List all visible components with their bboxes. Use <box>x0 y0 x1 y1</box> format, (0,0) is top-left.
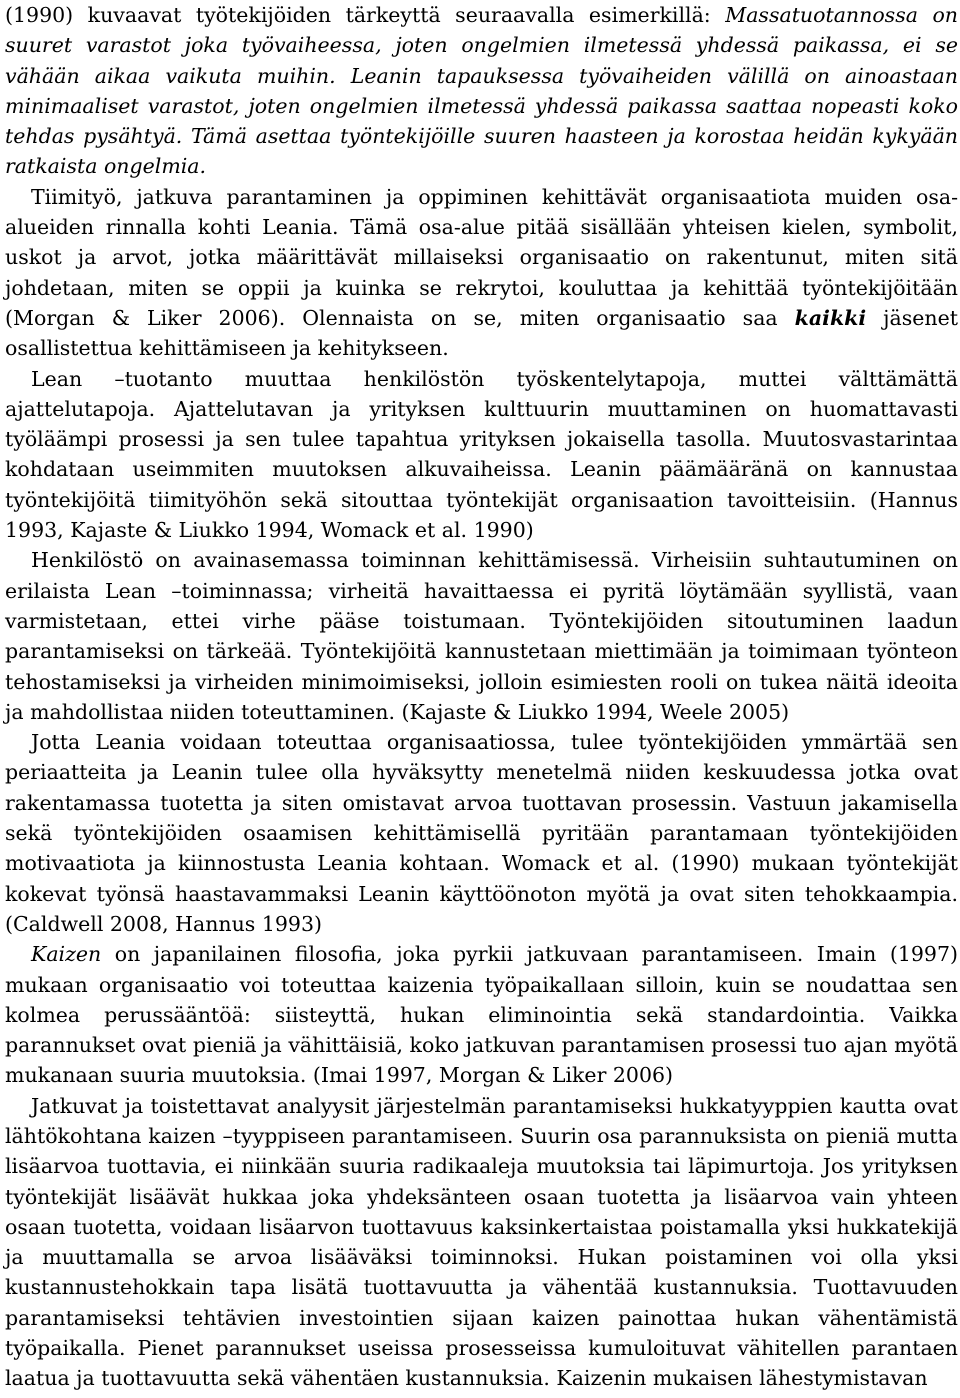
paragraph-2-text-b: jäsenet osallistettua kehittämiseen ja kehitykseen. <box>5 305 958 361</box>
paragraph-6-term: Kaizen <box>31 942 102 967</box>
paragraph-2 <box>5 182 958 364</box>
paragraph-2-text-a: Tiimityö, jatkuva parantaminen ja oppiminen kehittävät organisaatiota muiden osa-alueiden rinnalla kohti Leania. Tämä osa-alue pitää sisällään yhteisen kielen, symbolit, uskot ja arvot, jotka määrittävät millaiseksi organisaatio on rakentunut, miten sitä johdetaan, miten se oppii ja kuinka se rekrytoi, kouluttaa ja kehittää työntekijöitään (Morgan & Liker 2006). Olennaista on se, miten organisaatio saa <box>5 184 958 330</box>
paragraph-3 <box>5 364 958 546</box>
paragraph-7 <box>5 1091 958 1394</box>
paragraph-6 <box>5 939 958 1090</box>
paragraph-4-text: Henkilöstö on avainasemassa toiminnan kehittämisessä. Virheisiin suhtautuminen on erilaista Lean –toiminnassa; virheitä havaittaessa ei pyritä löytämään syyllistä, vaan varmistetaan, ettei virhe pääse toistumaan. Työntekijöiden sitoutuminen laadun parantamiseksi on tärkeää. Työntekijöitä kannustetaan miettimään ja toimimaan työnteon tehostamiseksi ja virheiden minimoimiseksi, jolloin esimiesten rooli on tukea näitä ideoita ja mahdollistaa niiden toteuttaminen. (Kajaste & Liukko 1994, Weele 2005) <box>5 548 958 724</box>
paragraph-2-emphasis: kaikki <box>794 305 867 330</box>
paragraph-5 <box>5 727 958 939</box>
paragraph-1-text: (1990) kuvaavat työtekijöiden tärkeyttä seuraavalla esimerkillä: <box>5 3 726 27</box>
paragraph-6-text: on japanilainen filosofia, joka pyrkii jatkuvaan parantamiseen. Imain (1997) mukaan organisaatio voi toteuttaa kaizenia työpaikallaan silloin, kuin se noudattaa sen kolmea perussääntöä: siisteyttä, hukan eliminointia sekä standardointia. Vaikka parannukset ovat pieniä ja vähittäisiä, koko jatkuvan parantamisen prosessi tuo ajan myötä mukanaan suuria muutoksia. (Imai 1997, Morgan & Liker 2006) <box>5 942 958 1088</box>
paragraph-4 <box>5 545 958 727</box>
paragraph-1 <box>5 0 958 182</box>
paragraph-3-text: Lean –tuotanto muuttaa henkilöstön työskentelytapoja, muttei välttämättä ajattelutapoja. Ajattelutavan ja yrityksen kulttuurin muuttaminen on huomattavasti työläämpi prosessi ja sen tulee tapahtua yrityksen jokaisella tasolla. Muutosvastarintaa kohdataan useimmiten muutoksen alkuvaiheissa. Leanin päämääränä on kannustaa työntekijöitä tiimityöhön sekä sitouttaa työntekijät organisaation tavoitteisiin. (Hannus 1993, Kajaste & Liukko 1994, Womack et al. 1990) <box>5 366 958 543</box>
paragraph-7-text: Jatkuvat ja toistettavat analyysit järjestelmän parantamiseksi hukkatyyppien kautta ovat lähtökohtana kaizen –tyyppiseen parantamiseen. Suurin osa parannuksista on pieniä mutta lisäarvoa tuottavia, ei niinkään suuria radikaaleja muutoksia tai läpimurtoja. Jos yrityksen työntekijät lisäävät hukkaa joka yhdeksänteen osaan tuotetta ja lisäarvoa vain yhteen osaan tuotetta, voidaan lisäarvon tuottavuus kaksinkertaistaa poistamalla yksi hukkatekijä ja muuttamalla se arvoa lisääväksi toiminnoksi. Hukan poistaminen voi olla yksi kustannustehokkain tapa lisätä tuottavuutta ja vähentää kustannuksia. Tuottavuuden parantamiseksi tehtävien investointien sijaan kaizen painottaa hukan vähentämistä työpaikalla. Pienet parannukset useissa prosesseissa kumuloituvat vähitellen parantaen laatua ja tuottavuutta sekä vähentäen kustannuksia. Kaizenin mukaisen lähestymistavan <box>5 1093 958 1391</box>
paragraph-5-text: Jotta Leania voidaan toteuttaa organisaatiossa, tulee työntekijöiden ymmärtää sen periaatteita ja Leanin tulee olla hyväksytty menetelmä niiden keskuudessa jotka ovat rakentamassa tuotetta ja siten omistavat arvoa tuottavan prosessin. Vastuun jakamisella sekä työntekijöiden osaamisen kehittämisellä pyritään parantamaan työntekijöiden motivaatiota ja kiinnostusta Leania kohtaan. Womack et al. (1990) mukaan työntekijät kokevat työnsä haastavammaksi Leanin käyttöönoton myötä ja ovat siten tehokkaampia. (Caldwell 2008, Hannus 1993) <box>5 730 958 936</box>
paragraph-1-italic-quote: Massatuotannossa on suuret varastot joka työvaiheessa, joten ongelmien ilmetessä yhdessä paikassa, ei se vähään aikaa vaikuta muihin. Leanin tapauksessa työvaiheiden välillä on ainoastaan minimaaliset varastot, joten ongelmien ilmetessä yhdessä paikassa saattaa nopeasti koko tehdas pysähtyä. Tämä asettaa työntekijöille suuren haasteen ja korostaa heidän kykyään ratkaista ongelmia. <box>5 3 958 179</box>
